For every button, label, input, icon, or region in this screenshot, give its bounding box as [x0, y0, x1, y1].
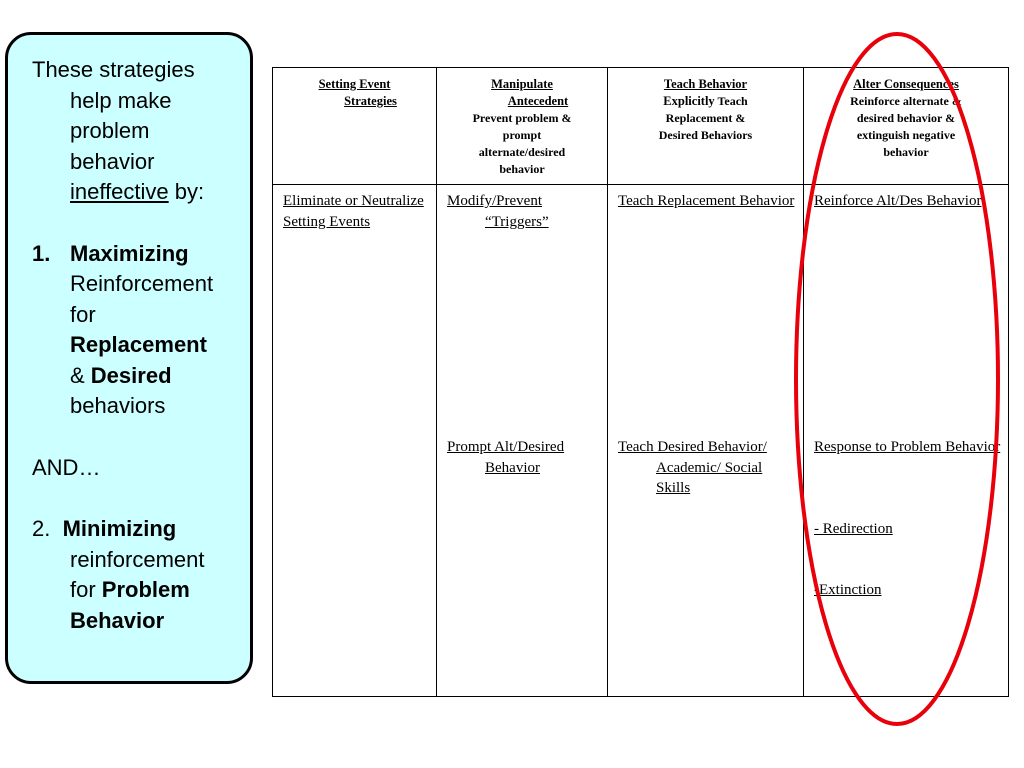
header-teach-behavior: Teach Behavior Explicitly Teach Replacement & Desired Behaviors — [608, 68, 804, 185]
consequence-entry-3: - Redirection — [814, 521, 893, 537]
strategy-summary-panel — [5, 32, 253, 684]
column-manipulate-antecedent — [437, 185, 608, 697]
setting-event-entry: Eliminate or Neutralize Setting Events — [283, 193, 424, 230]
item-minimizing: 2. Minimizing reinforcement for Problem Behavior — [32, 516, 205, 633]
header-manipulate-antecedent: Manipulate Antecedent Prevent problem & prompt alternate/desired behavior — [437, 68, 608, 185]
strategy-table — [272, 67, 1009, 697]
teach-entry-1: Teach Replacement Behavior — [618, 193, 795, 209]
column-setting-event — [273, 185, 437, 697]
consequence-entry-4: -Extinction — [814, 582, 882, 598]
and-text: AND… — [32, 454, 101, 480]
teach-entry-2: Teach Desired Behavior/ Academic/ Social Skills — [618, 439, 767, 496]
consequence-entry-1: Reinforce Alt/Des Behavior — [814, 193, 982, 209]
header-setting-event: Setting Event Strategies — [273, 68, 437, 185]
item-maximizing: 1. Maximizing Reinforcement for Replacement & Desired behaviors — [32, 240, 214, 418]
intro-text: These strategies help make problem behavior ineffective by: — [32, 57, 205, 204]
consequence-entry-2: Response to Problem Behavior — [814, 439, 1001, 455]
column-alter-consequences — [804, 185, 1009, 697]
header-alter-consequences: Alter Consequences Reinforce alternate & desired behavior & extinguish negative behavior — [804, 68, 1009, 185]
antecedent-entry-2: Prompt Alt/Desired Behavior — [447, 439, 565, 476]
antecedent-entry-1: Modify/Prevent “Triggers” — [447, 193, 549, 230]
column-teach-behavior — [608, 185, 804, 697]
